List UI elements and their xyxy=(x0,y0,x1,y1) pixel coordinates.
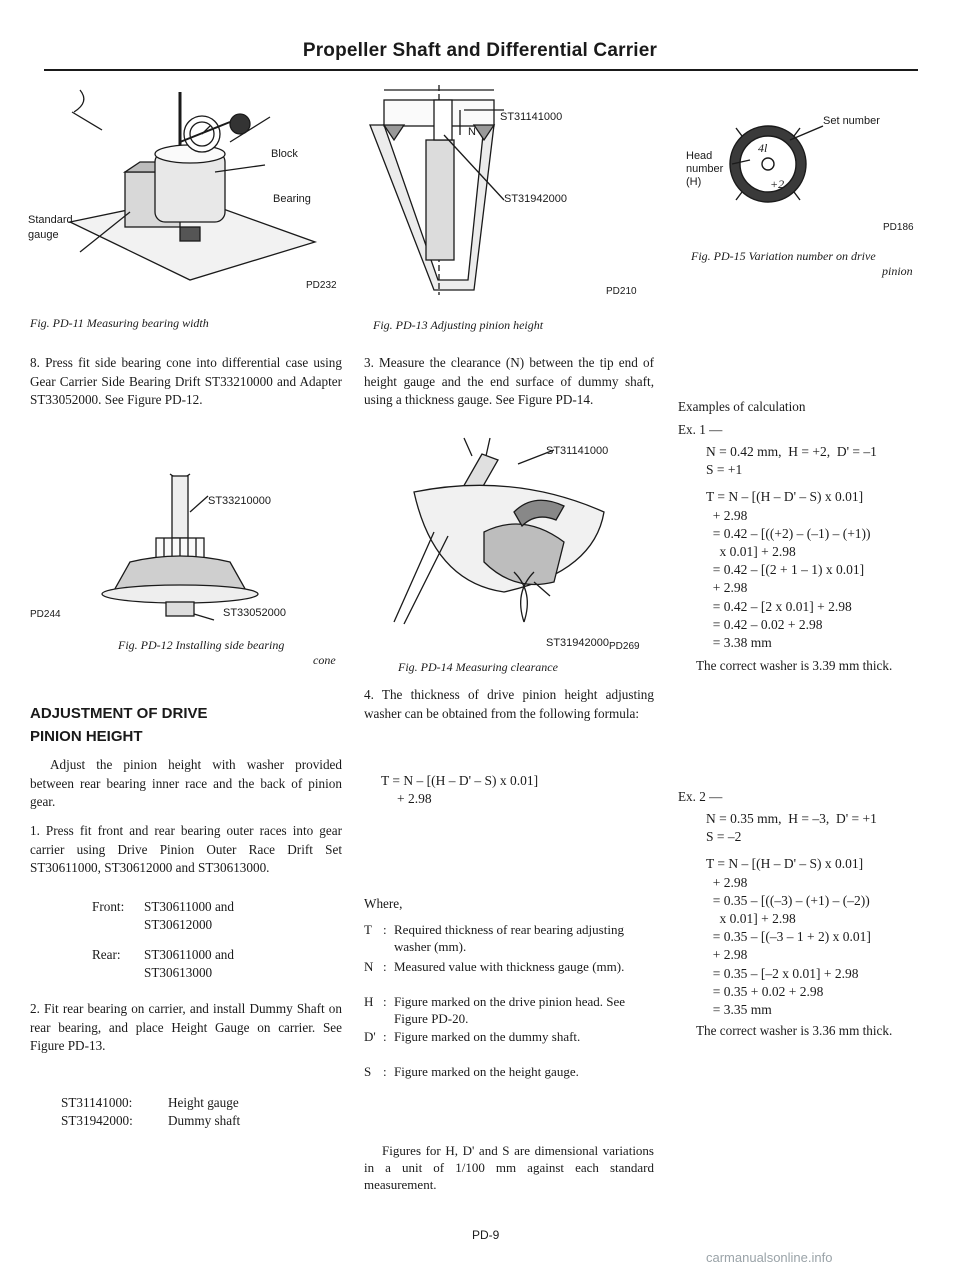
definition-text: Figure marked on the height gauge. xyxy=(394,1064,579,1079)
figure-code: PD186 xyxy=(883,222,914,233)
tool-2-code: ST31942000: xyxy=(61,1113,133,1128)
figure-caption-pd-15: Fig. PD-15 Variation number on drive xyxy=(691,249,876,263)
calc-line: + 2.98 xyxy=(706,947,748,963)
definition-item xyxy=(364,959,654,993)
calc-line: S = +1 xyxy=(706,462,743,478)
step-3: 3. Measure the clearance (N) between the tip end of height gauge and the end surface of dummy shaft, using a thickness gauge. See Figure PD-14. xyxy=(364,355,654,407)
tool-2-name: Dummy shaft xyxy=(168,1113,241,1128)
header-rule xyxy=(44,69,918,71)
ex2-result-text xyxy=(678,1022,912,1041)
calc-line: = 0.42 – 0.02 + 2.98 xyxy=(706,616,823,632)
figure-caption-pd-12: Fig. PD-12 Installing side bearing xyxy=(118,638,285,652)
label-part-st31942000: ST31942000 xyxy=(546,637,609,649)
step-2-text xyxy=(30,1000,342,1056)
label-part-st31942000: ST31942000 xyxy=(504,193,567,205)
label-number: number xyxy=(686,163,724,175)
figure-caption-pd-14: Fig. PD-14 Measuring clearance xyxy=(398,660,558,674)
calc-line: + 2.98 xyxy=(706,580,748,596)
definition-text: Required thickness of rear bearing adjusting washer (mm). xyxy=(394,922,624,954)
calc-line: x 0.01] + 2.98 xyxy=(706,543,796,559)
step-1-text xyxy=(30,822,342,878)
front-parts-2: ST30612000 xyxy=(144,917,213,932)
definition-text: Figure marked on the dummy shaft. xyxy=(394,1029,581,1044)
figure-pd-12 xyxy=(30,466,342,622)
step-4-text xyxy=(364,686,654,723)
calc-line: = 0.35 – [–2 x 0.01] + 2.98 xyxy=(706,965,859,981)
label-n: N xyxy=(468,126,476,138)
label-standard: Standard xyxy=(28,214,73,226)
figure-caption-pd-11: Fig. PD-11 Measuring bearing width xyxy=(30,316,209,330)
calc-line: N = 0.35 mm, H = –3, D' = +1 xyxy=(706,811,877,826)
definition-item xyxy=(364,1029,654,1063)
figure-pd-13 xyxy=(364,80,654,302)
definition-term: D' xyxy=(364,1029,376,1044)
section-heading-line-2: PINION HEIGHT xyxy=(30,728,143,745)
definition-text: Figure marked on the drive pinion head. See Figure PD-20. xyxy=(394,994,626,1026)
calc-line: T = N – [(H – D' – S) x 0.01] xyxy=(706,856,864,872)
step-3-text xyxy=(364,354,654,410)
calc-line: N = 0.42 mm, H = +2, D' = –1 xyxy=(706,444,877,459)
front-parts-1: ST30611000 and xyxy=(144,899,234,914)
page-header: Propeller Shaft and Differential Carrier xyxy=(302,40,658,61)
step-2: 2. Fit rear bearing on carrier, and install Dummy Shaft on rear bearing, and place Height Gauge on carrier. See Figure PD-13. xyxy=(30,1001,342,1053)
figure-code: PD269 xyxy=(609,641,640,652)
examples-heading: Examples of calculation xyxy=(678,399,806,414)
calc-line: + 2.98 xyxy=(706,507,748,523)
section-heading xyxy=(30,702,208,748)
label-bearing: Bearing xyxy=(273,193,311,205)
label-h: (H) xyxy=(686,176,702,188)
figure-caption-pd-12-cont: cone xyxy=(313,653,336,667)
label-head: Head xyxy=(686,150,713,162)
calc-line xyxy=(706,846,877,855)
label-part-st33052000: ST33052000 xyxy=(223,607,286,619)
calc-line: S = –2 xyxy=(706,829,742,845)
definition-term: N xyxy=(364,959,374,974)
calc-line: + 2.98 xyxy=(706,874,748,890)
label-set-number: Set number xyxy=(823,115,880,127)
rear-parts-1: ST30611000 and xyxy=(144,947,234,962)
figure-code: PD244 xyxy=(30,609,61,620)
step-8: 8. Press fit side bearing cone into differential case using Gear Carrier Side Bearing Drift ST33210000 and Adapter ST33052000. See Figure PD-12. xyxy=(30,355,342,407)
figure-caption-pd-15-cont: pinion xyxy=(882,264,913,278)
calc-line: = 0.42 – [(2 + 1 – 1) x 0.01] xyxy=(706,562,865,578)
calc-line: x 0.01] + 2.98 xyxy=(706,910,796,926)
note: Figures for H, D' and S are dimensional variations in a unit of 1/100 mm against each standard measurement. xyxy=(364,1143,654,1192)
intro-text xyxy=(30,756,342,812)
formula xyxy=(381,772,538,808)
formula-line-2: + 2.98 xyxy=(397,791,432,807)
definition-list xyxy=(364,922,654,1172)
ex2-title: Ex. 2 — xyxy=(678,789,723,804)
definition-colon: : xyxy=(383,994,387,1009)
page-number: PD-9 xyxy=(472,1228,500,1242)
where-label: Where, xyxy=(364,896,403,911)
watermark: carmanualsonline.info xyxy=(706,1250,833,1265)
ex1-result: The correct washer is 3.39 mm thick. xyxy=(696,658,893,673)
definition-term: H xyxy=(364,994,374,1009)
calc-line: = 0.35 + 0.02 + 2.98 xyxy=(706,983,824,999)
svg-text:4l: 4l xyxy=(758,141,768,155)
definition-colon: : xyxy=(383,1064,387,1079)
label-part-st33210000: ST33210000 xyxy=(208,495,271,507)
rear-parts-2: ST30613000 xyxy=(144,965,213,980)
calc-line: = 3.38 mm xyxy=(706,634,772,650)
step-4: 4. The thickness of drive pinion height adjusting washer can be obtained from the following formula: xyxy=(364,687,654,721)
ex1-result-text xyxy=(678,657,912,676)
tool-1-name: Height gauge xyxy=(168,1095,239,1110)
rear-label: Rear: xyxy=(92,947,121,962)
label-gauge: gauge xyxy=(28,229,59,241)
front-label: Front: xyxy=(92,899,125,914)
definition-colon: : xyxy=(383,1029,387,1044)
tool-1-code: ST31141000: xyxy=(61,1095,133,1110)
calc-line: = 0.35 – [(–3 – 1 + 2) x 0.01] xyxy=(706,929,871,945)
calc-line: = 0.42 – [((+2) – (–1) – (+1)) xyxy=(706,525,871,541)
definition-item xyxy=(364,1064,654,1098)
ex1-calculation xyxy=(706,443,877,652)
clearance-measure-illustration xyxy=(364,432,654,630)
definition-term: T xyxy=(364,922,372,937)
step-8-text xyxy=(30,354,342,410)
label-part-st31141000: ST31141000 xyxy=(500,111,563,123)
section-heading-line-1: ADJUSTMENT OF DRIVE xyxy=(30,705,208,722)
figure-code: PD210 xyxy=(606,286,637,297)
definition-item xyxy=(364,994,654,1028)
svg-text:+2: +2 xyxy=(770,177,785,191)
calc-line: T = N – [(H – D' – S) x 0.01] xyxy=(706,489,864,505)
calc-line: = 0.35 – [((–3) – (+1) – (–2)) xyxy=(706,892,870,908)
definition-text: Measured value with thickness gauge (mm). xyxy=(394,959,625,974)
calc-line xyxy=(706,479,877,488)
figure-pd-14 xyxy=(364,432,654,652)
formula-line-1: T = N – [(H – D' – S) x 0.01] xyxy=(381,773,539,788)
figure-pd-11 xyxy=(30,82,340,294)
step-1: 1. Press fit front and rear bearing outer races into gear carrier using Drive Pinion Outer Race Drift Set ST30611000, ST30612000 and ST30613000. xyxy=(30,823,342,875)
ex2-result: The correct washer is 3.36 mm thick. xyxy=(696,1023,893,1038)
calc-line: = 3.35 mm xyxy=(706,1001,772,1017)
figure-code: PD232 xyxy=(306,280,337,291)
label-block: Block xyxy=(271,148,298,160)
ex2-calculation xyxy=(706,810,877,1019)
side-bearing-install-illustration xyxy=(30,466,342,622)
figure-caption-pd-13: Fig. PD-13 Adjusting pinion height xyxy=(373,318,544,332)
definition-colon: : xyxy=(383,922,387,937)
definition-item xyxy=(364,922,654,956)
definition-term: S xyxy=(364,1064,372,1079)
calc-line: = 0.42 – [2 x 0.01] + 2.98 xyxy=(706,598,852,614)
figure-pd-15 xyxy=(680,112,920,232)
ex1-title: Ex. 1 — xyxy=(678,422,723,437)
intro: Adjust the pinion height with washer provided between rear bearing inner race and the back of pinion gear. xyxy=(30,757,342,809)
label-part-st31141000: ST31141000 xyxy=(546,445,609,457)
definition-colon: : xyxy=(383,959,387,974)
note-text xyxy=(364,1142,654,1193)
bearing-width-illustration xyxy=(30,82,340,294)
